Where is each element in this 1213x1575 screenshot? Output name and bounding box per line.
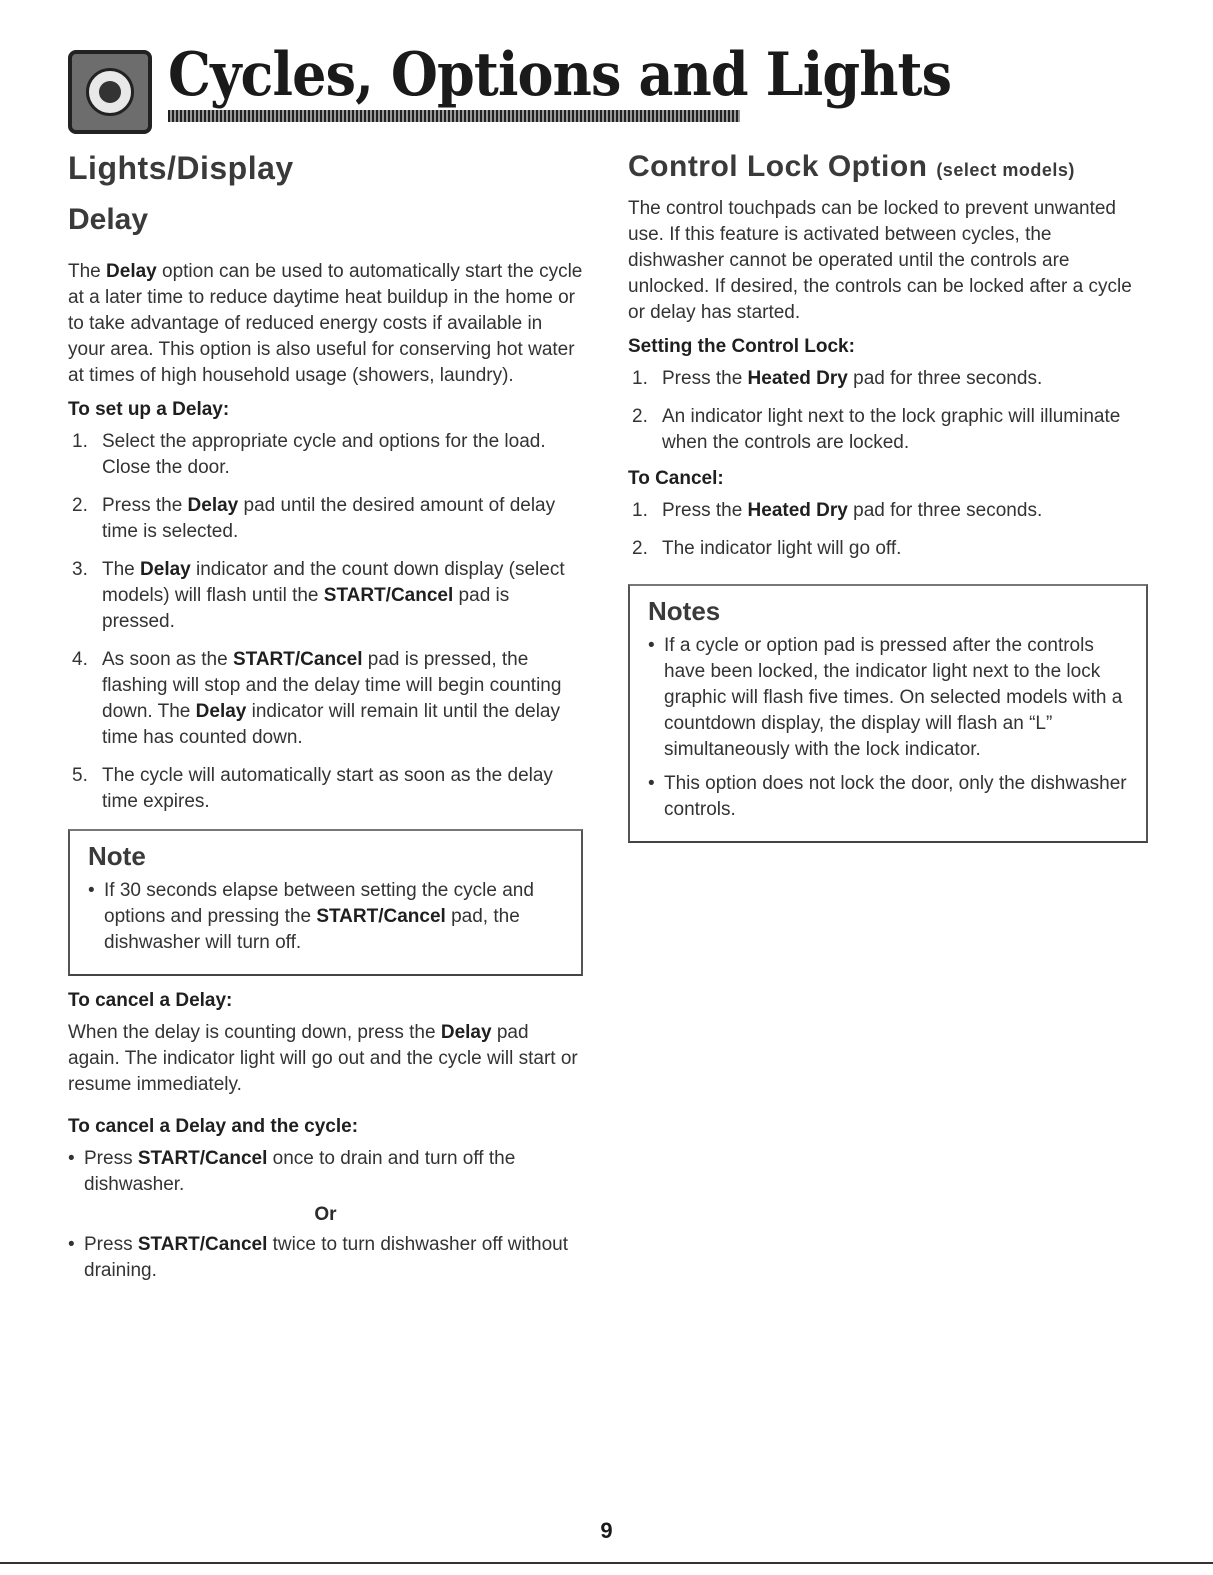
list-item: 1. Select the appropriate cycle and options for the load. Close the door. — [72, 431, 546, 478]
setup-delay-steps — [68, 429, 583, 815]
list-item: 2. An indicator light next to the lock graphic will illuminate when the controls are locked. — [632, 406, 1121, 453]
list-item: 1. Press the Heated Dry pad for three seconds. — [632, 500, 1043, 521]
left-column — [68, 150, 583, 1284]
list-item: 1. Press the Heated Dry pad for three seconds. — [632, 368, 1043, 389]
or-label: Or — [314, 1204, 337, 1225]
list-item: 4. As soon as the START/Cancel pad is pressed, the flashing will stop and the delay time will begin counting down. The Delay indicator will remain lit until the delay time has counted down. — [72, 649, 562, 748]
header-rule — [168, 110, 740, 122]
note-item: • This option does not lock the door, only the dishwasher controls. — [648, 771, 1132, 823]
setting-lock-heading: Setting the Control Lock: — [628, 336, 855, 357]
list-item: 5. The cycle will automatically start as soon as the delay time expires. — [72, 765, 553, 812]
subsection-title-delay: Delay — [68, 203, 149, 236]
notes-box — [628, 584, 1148, 843]
setting-lock-steps — [628, 366, 1148, 456]
note-item: • If a cycle or option pad is pressed after the controls have been locked, the indicator light next to the lock graphic will flash five times. On selected models with a countdown display, the display will flash an “L” simultaneously with the lock indicator. — [648, 633, 1132, 763]
bottom-rule — [0, 1562, 1213, 1564]
cancel-options — [68, 1146, 583, 1198]
delay-intro-paragraph: The Delay option can be used to automatically start the cycle at a later time to reduce daytime heat buildup in the home or to take advantage of reduced energy costs if available in your area. This option is also useful for conserving hot water at times of high household usage (showers, laundry). — [68, 261, 583, 386]
list-item: • Press START/Cancel twice to turn dishwasher off without draining. — [68, 1232, 583, 1284]
page-title: Cycles, Options and Lights — [168, 40, 952, 110]
setup-delay-heading: To set up a Delay: — [68, 399, 230, 420]
list-item: 2. Press the Delay pad until the desired amount of delay time is selected. — [72, 495, 556, 542]
cancel-delay-paragraph: When the delay is counting down, press the Delay pad again. The indicator light will go out and the cycle will start or resume immediately. — [68, 1022, 578, 1095]
note-box — [68, 829, 583, 976]
cancel-delay-cycle-heading: To cancel a Delay and the cycle: — [68, 1116, 359, 1137]
select-models-label: (select models) — [936, 160, 1075, 180]
section-title-lights-display: Lights/Display — [68, 150, 294, 186]
dishwasher-dial-icon — [68, 50, 152, 134]
page-number: 9 — [600, 1518, 613, 1543]
list-item: 2. The indicator light will go off. — [632, 538, 902, 559]
note-item: • If 30 seconds elapse between setting the cycle and options and pressing the START/Cancel pad, the dishwasher will turn off. — [88, 878, 567, 956]
right-column — [628, 150, 1148, 843]
notes-title: Notes — [648, 596, 721, 626]
control-lock-intro: The control touchpads can be locked to prevent unwanted use. If this feature is activated between cycles, the dishwasher cannot be operated until the controls are unlocked. If desired, the controls can be locked after a cycle or delay has started. — [628, 198, 1132, 323]
section-title-control-lock: Control Lock Option (select models) — [628, 150, 1075, 183]
list-item: • Press START/Cancel once to drain and turn off the dishwasher. — [68, 1146, 583, 1198]
note-title: Note — [88, 841, 146, 871]
list-item: 3. The Delay indicator and the count down display (select models) will flash until the START/Cancel pad is pressed. — [72, 559, 565, 632]
cancel-delay-heading: To cancel a Delay: — [68, 990, 233, 1011]
page-header — [68, 38, 952, 128]
cancel-options-2 — [68, 1232, 583, 1284]
cancel-lock-heading: To Cancel: — [628, 468, 724, 489]
cancel-lock-steps — [628, 498, 1148, 562]
